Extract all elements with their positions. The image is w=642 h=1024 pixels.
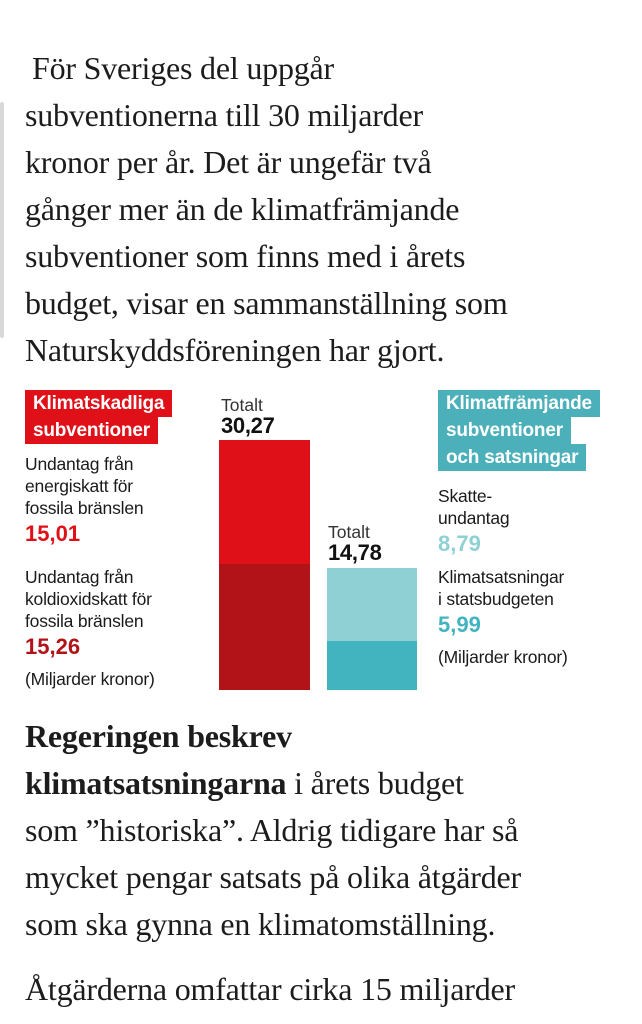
- scroll-indicator[interactable]: [0, 102, 4, 338]
- subsidies-infographic: [0, 385, 642, 697]
- item-label: i statsbudgeten: [438, 589, 554, 609]
- badge-line: Klimatskadliga: [25, 390, 172, 417]
- bar-segment-klimatsatsningar: [327, 641, 417, 690]
- bar-segment-skatteundantag: [327, 568, 417, 641]
- item-value: 5,99: [438, 612, 481, 637]
- paragraph-regeringen: [25, 713, 521, 948]
- text-line: mycket pengar satsats på olika åtgärder: [25, 859, 521, 895]
- text-line: som ”historiska”. Aldrig tidigare har så: [25, 812, 519, 848]
- item-label: Klimatsatsningar: [438, 567, 565, 587]
- text-line: Åtgärderna omfattar cirka 15 miljarder: [25, 971, 515, 1007]
- item-label: Undantag från: [25, 454, 134, 474]
- text-line: subventionerna till 30 miljarder: [25, 97, 423, 133]
- beneficial-item-klimatsatsningar: [438, 566, 633, 637]
- bar-segment-energiskatt: [219, 440, 310, 564]
- text-line: För Sveriges del uppgår: [32, 50, 335, 86]
- unit-label: (Miljarder kronor): [25, 669, 155, 689]
- harmful-subsidies-bar: [219, 440, 310, 690]
- beneficial-subsidies-details: [438, 485, 633, 668]
- harmful-subsidies-details: [25, 453, 220, 690]
- item-value: 8,79: [438, 531, 481, 556]
- item-label: fossila bränslen: [25, 611, 144, 631]
- harmful-item-koldioxidskatt: [25, 566, 220, 659]
- item-label: energiskatt för: [25, 476, 133, 496]
- beneficial-subsidies-badge: [438, 390, 600, 471]
- harmful-total-label: [221, 396, 275, 436]
- item-value: 15,26: [25, 634, 81, 659]
- badge-line: Klimatfrämjande: [438, 390, 600, 417]
- total-caption: Totalt: [328, 522, 370, 542]
- text-line: kronor per år. Det är ungefär två: [25, 144, 432, 180]
- item-label: fossila bränslen: [25, 498, 144, 518]
- text-line: klimatsatsningarna i årets budget: [25, 765, 464, 801]
- text-line: Naturskyddsföreningen har gjort.: [25, 332, 445, 368]
- badge-line: subventioner: [25, 417, 158, 444]
- harmful-subsidies-badge: [25, 390, 172, 444]
- item-label: undantag: [438, 508, 510, 528]
- beneficial-item-skatteundantag: [438, 485, 633, 556]
- total-caption: Totalt: [221, 395, 263, 415]
- badge-line: och satsningar: [438, 444, 586, 471]
- text-line: Regeringen beskrev: [25, 718, 292, 754]
- item-label: koldioxidskatt för: [25, 589, 152, 609]
- text-line: budget, visar en sammanställning som: [25, 285, 508, 321]
- text-line: som ska gynna en klimatomställning.: [25, 906, 496, 942]
- total-value: 14,78: [328, 540, 382, 565]
- total-value: 30,27: [221, 413, 275, 438]
- item-value: 15,01: [25, 521, 81, 546]
- beneficial-total-label: [328, 523, 382, 563]
- badge-line: subventioner: [438, 417, 571, 444]
- text-line: subventioner som finns med i årets: [25, 238, 466, 274]
- harmful-item-energiskatt: [25, 453, 220, 546]
- bar-segment-koldioxidskatt: [219, 564, 310, 690]
- unit-label: (Miljarder kronor): [438, 647, 568, 667]
- item-label: Skatte-: [438, 486, 493, 506]
- paragraph-intro: [25, 45, 508, 374]
- text-line: gånger mer än de klimatfrämjande: [25, 191, 460, 227]
- beneficial-subsidies-bar: [327, 568, 417, 690]
- paragraph-atgarderna: [25, 966, 515, 1013]
- item-label: Undantag från: [25, 567, 134, 587]
